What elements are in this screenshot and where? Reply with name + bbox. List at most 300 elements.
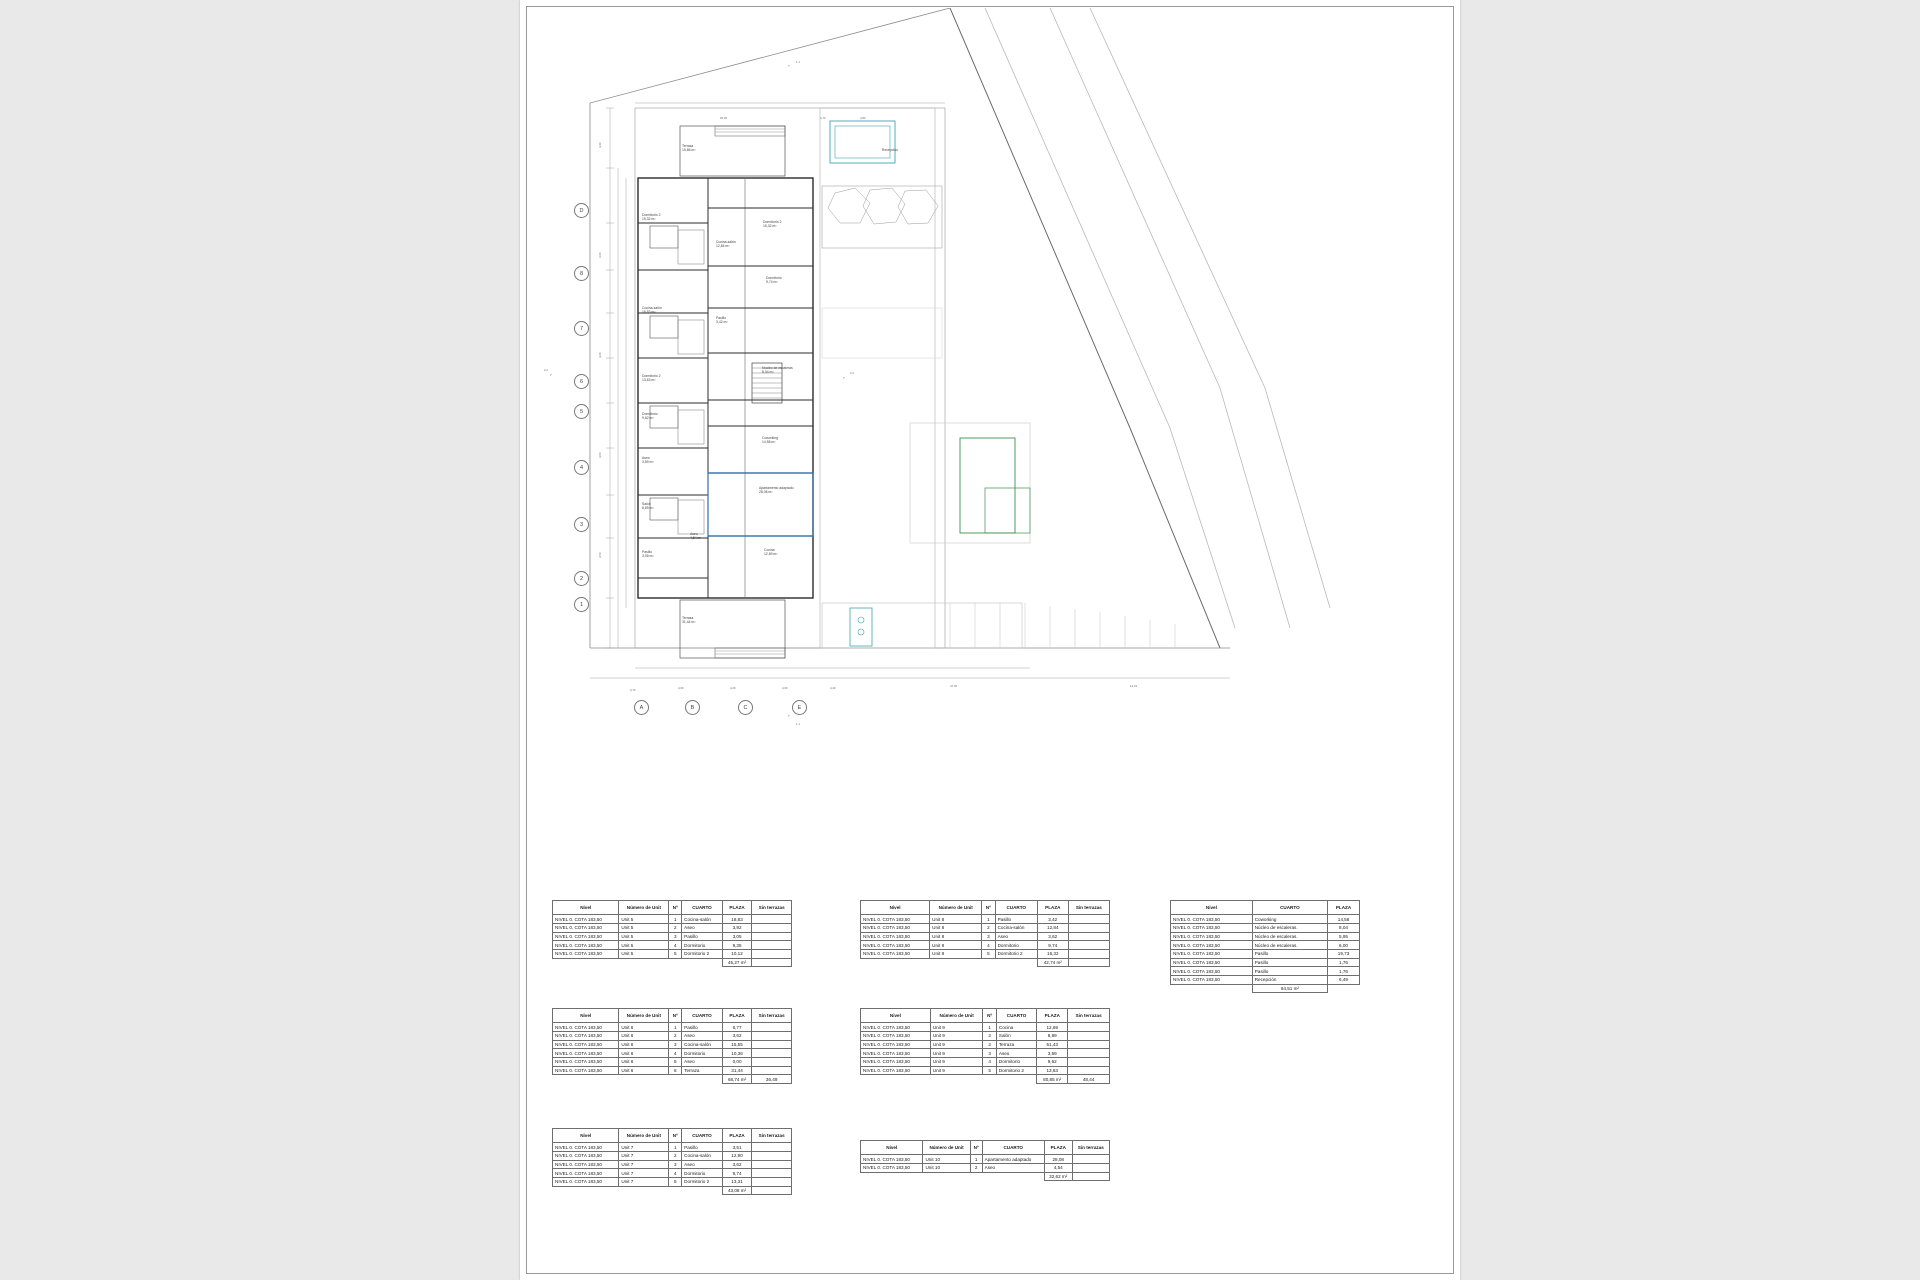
table-total-sin-terrazas	[752, 1186, 792, 1195]
table-cell: Unit 8	[930, 915, 982, 924]
table-cell: 12,90	[722, 1152, 752, 1161]
table-header-cell: Nivel	[861, 901, 930, 915]
room-name: Pasillo	[642, 550, 652, 554]
dimension-text: 4,40	[830, 686, 836, 690]
table-cell: 5	[982, 950, 995, 959]
dimension-text: 4,00	[598, 452, 602, 458]
table-cell: 3	[669, 1160, 682, 1169]
grid-bubble-5: 5	[574, 404, 589, 419]
dimension-text: 29,00	[720, 116, 727, 120]
room-label	[766, 276, 782, 285]
table-cell-empty	[923, 1172, 970, 1181]
table-total-row	[861, 1172, 1110, 1181]
table-cell	[752, 915, 792, 924]
table-cell-empty	[982, 1172, 1044, 1181]
table-cell	[1072, 1164, 1109, 1173]
room-name: Dormitorio 2	[642, 213, 661, 217]
room-name: Dormitorio	[642, 412, 658, 416]
table-header-cell: Número de Unit	[930, 901, 982, 915]
table-cell	[752, 941, 792, 950]
table-unit8	[860, 900, 1110, 967]
table-header-cell: Nivel	[1171, 901, 1253, 915]
table-cell: Unit 9	[930, 1040, 983, 1049]
section-mark-bottom-label: 1.1	[796, 722, 800, 726]
room-label	[762, 436, 778, 445]
table-cell: Unit 9	[930, 1058, 983, 1067]
table-cell: Dormitorio	[682, 1169, 723, 1178]
table-cell: Cocina-salón	[682, 1152, 723, 1161]
room-area: 3,05 m²	[642, 554, 654, 559]
table-cell: NIVEL 0. COTA 183,50	[553, 1066, 619, 1075]
table-cell: 1	[982, 915, 995, 924]
table-row	[1171, 924, 1360, 933]
table-cell: 1	[669, 915, 682, 924]
room-label	[642, 502, 654, 511]
table-header-cell: CUARTO	[682, 1129, 723, 1143]
table-cell: Unit 6	[619, 1023, 669, 1032]
table-cell: Pasillo	[995, 915, 1037, 924]
room-label	[762, 366, 793, 375]
room-name: Dormitorio	[766, 276, 782, 280]
room-label	[759, 486, 794, 495]
table-header-cell: Sin terrazas	[752, 1009, 792, 1023]
table-cell-empty	[861, 958, 930, 967]
table-cell-empty	[619, 958, 669, 967]
table-total-plaza: 45,27 m²	[722, 958, 752, 967]
table-cell: 8,89	[1037, 1032, 1068, 1041]
table-cell: 3,42	[1037, 915, 1068, 924]
table-cell	[1068, 1040, 1110, 1049]
table-cell: Unit 6	[619, 1032, 669, 1041]
table-cell: Dormitorio	[996, 1058, 1036, 1067]
table-cell: NIVEL 0. COTA 183,50	[553, 1032, 619, 1041]
table-cell	[752, 1169, 792, 1178]
room-area: 8,89 m²	[642, 506, 654, 511]
table-row	[861, 1040, 1110, 1049]
table-cell: Unit 5	[619, 915, 669, 924]
table-cell: 3,62	[722, 1032, 752, 1041]
room-area: 18,83 m²	[642, 310, 656, 315]
table-cell: NIVEL 0. COTA 183,50	[861, 1023, 931, 1032]
table-cell: 3,62	[1037, 932, 1068, 941]
room-name: Aseo	[690, 532, 698, 536]
table-cell: 4	[983, 1058, 996, 1067]
grid-bubble-8: 8	[574, 266, 589, 281]
area-schedule-tables	[530, 890, 1450, 1270]
table-cell	[1068, 924, 1109, 933]
table-cell: Unit 5	[619, 924, 669, 933]
room-name: Dormitorio 2	[763, 220, 782, 224]
table-cell: 3	[982, 932, 995, 941]
table-cell	[1072, 1155, 1109, 1164]
table-cell: Unit 9	[930, 1023, 983, 1032]
table-row	[861, 1066, 1110, 1075]
table-cell: Cocina-salón	[995, 924, 1037, 933]
room-name: Aseo	[642, 456, 650, 460]
table-total-row	[861, 958, 1110, 967]
table-cell: NIVEL 0. COTA 183,50	[553, 1040, 619, 1049]
table-cell: NIVEL 0. COTA 183,50	[861, 1049, 931, 1058]
table-cell: NIVEL 0. COTA 183,50	[553, 1143, 619, 1152]
room-label	[682, 616, 695, 625]
table-cell: NIVEL 0. COTA 183,50	[553, 1049, 619, 1058]
table-header-cell: Nivel	[553, 901, 619, 915]
table-cell: Dormitorio 2	[995, 950, 1037, 959]
room-label	[642, 213, 660, 222]
table-cell: Pasillo	[682, 932, 723, 941]
table-cell-empty	[682, 958, 723, 967]
table-total-plaza: 64,51 m²	[1252, 984, 1327, 993]
table-cell-empty	[930, 1075, 983, 1084]
room-area: 12,84 m²	[716, 244, 730, 249]
table-total-row	[553, 1075, 792, 1084]
table-cell: 13,31	[722, 1178, 752, 1187]
table-cell: NIVEL 0. COTA 183,50	[861, 1155, 923, 1164]
table-cell: Unit 6	[619, 1058, 669, 1067]
table-header-cell: PLAZA	[1328, 901, 1360, 915]
room-label	[642, 306, 662, 315]
table-row	[861, 941, 1110, 950]
table-cell-empty	[669, 1186, 682, 1195]
table-cell: Terraza	[682, 1066, 723, 1075]
table-header-cell: CUARTO	[995, 901, 1037, 915]
table-cell: 6,77	[722, 1023, 752, 1032]
dimension-text: 3,70	[630, 688, 636, 692]
section-mark-mid: ⌐	[843, 376, 846, 380]
table-cell	[1068, 932, 1109, 941]
table-cell: NIVEL 0. COTA 183,50	[861, 1032, 931, 1041]
room-name: Salón	[642, 502, 651, 506]
room-area: 9,74 m²	[766, 280, 778, 285]
table-cell	[1068, 1049, 1110, 1058]
room-area: 15,32 m²	[642, 217, 656, 222]
section-mark-top-label: 1.1	[796, 60, 800, 64]
table-cell: Unit 10	[923, 1155, 970, 1164]
room-name: Cocina	[764, 548, 775, 552]
table-total-row	[861, 1075, 1110, 1084]
table-row	[861, 924, 1110, 933]
table-cell: 5	[669, 1058, 682, 1067]
table-row	[553, 1169, 792, 1178]
table-cell: 15,55	[722, 1040, 752, 1049]
table-row	[553, 1178, 792, 1187]
dimension-text: 47,00	[950, 684, 957, 688]
table-cell: 6,49	[1328, 975, 1360, 984]
table-cell: Núcleo de escaleras.	[1252, 941, 1327, 950]
table-cell: Cocina-salón	[682, 1040, 723, 1049]
table-header-cell: Nivel	[861, 1009, 931, 1023]
table-row	[553, 1049, 792, 1058]
table-total-plaza: 80,85 m²	[1037, 1075, 1068, 1084]
table-cell: NIVEL 0. COTA 183,50	[861, 915, 930, 924]
site-boundary	[530, 8, 1450, 888]
table-cell-empty	[996, 1075, 1036, 1084]
table-row	[553, 1160, 792, 1169]
table-cell	[752, 1152, 792, 1161]
table-cell: 3,62	[722, 1160, 752, 1169]
table-cell: NIVEL 0. COTA 183,50	[861, 1058, 931, 1067]
room-name: Cocina-salón	[716, 240, 736, 244]
table-cell: 8,04	[1328, 924, 1360, 933]
table-row	[553, 1143, 792, 1152]
table-cell: Aseo	[982, 1164, 1044, 1173]
table-header-cell: Sin terrazas	[1068, 901, 1109, 915]
table-unit5	[552, 900, 792, 967]
table-cell	[1068, 950, 1109, 959]
table-header-cell: Sin terrazas	[752, 901, 792, 915]
table-cell: 2	[669, 1032, 682, 1041]
table-comunes	[1170, 900, 1360, 993]
table-header-cell: PLAZA	[722, 1129, 752, 1143]
table-cell: Apartamento adaptado	[982, 1155, 1044, 1164]
table-cell-empty	[970, 1172, 982, 1181]
table-row	[553, 932, 792, 941]
table-cell: 6	[669, 1066, 682, 1075]
table-cell: 31,44	[722, 1066, 752, 1075]
table-header-cell: Número de Unit	[923, 1141, 970, 1155]
table-row	[1171, 915, 1360, 924]
dimension-text: 4,20	[598, 352, 602, 358]
table-header-cell: PLAZA	[1037, 901, 1068, 915]
table-cell: NIVEL 0. COTA 183,50	[861, 941, 930, 950]
dimension-text: 4,70	[820, 116, 826, 120]
dimension-text: 14,43	[1130, 684, 1137, 688]
table-cell: Pasillo	[1252, 958, 1327, 967]
table-cell: NIVEL 0. COTA 183,50	[553, 941, 619, 950]
table-cell: Unit 6	[619, 1040, 669, 1049]
table-header-cell: PLAZA	[722, 901, 752, 915]
table-header-cell: Nº	[669, 1129, 682, 1143]
table-row	[553, 1058, 792, 1067]
table-total-plaza: 68,74 m²	[722, 1075, 752, 1084]
table-row	[553, 915, 792, 924]
table-cell: 19,73	[1328, 950, 1360, 959]
room-label	[716, 316, 728, 325]
table-cell: Aseo	[682, 1160, 723, 1169]
room-label	[882, 148, 898, 152]
table-cell: Unit 6	[619, 1066, 669, 1075]
table-cell: 0,00	[722, 1058, 752, 1067]
grid-bubble-2: 2	[574, 571, 589, 586]
grid-bubble-C: C	[738, 700, 753, 715]
table-cell: Unit 7	[619, 1178, 669, 1187]
table-cell: 51,43	[1037, 1040, 1068, 1049]
room-label	[642, 456, 654, 465]
room-name: Cocina-salón	[642, 306, 662, 310]
table-cell: NIVEL 0. COTA 183,50	[1171, 915, 1253, 924]
table-cell: 3,05	[722, 932, 752, 941]
table-cell: NIVEL 0. COTA 183,50	[861, 932, 930, 941]
grid-bubble-6: 6	[574, 374, 589, 389]
room-name: Núcleo de escaleras	[762, 366, 793, 370]
table-cell	[1068, 1023, 1110, 1032]
table-row	[861, 1155, 1110, 1164]
room-name: Recepción	[882, 148, 899, 152]
table-header-cell: CUARTO	[682, 1009, 723, 1023]
table-row	[861, 915, 1110, 924]
table-row	[553, 1152, 792, 1161]
table-cell: 1,76	[1328, 958, 1360, 967]
table-cell: 3,51	[722, 1143, 752, 1152]
table-row	[1171, 941, 1360, 950]
section-mark-bottom: ⌐	[788, 714, 791, 718]
table-total-row	[553, 958, 792, 967]
table-cell: 10,12	[722, 950, 752, 959]
table-cell: Unit 8	[930, 932, 982, 941]
table-cell: Aseo	[682, 924, 723, 933]
table-cell-empty	[1171, 984, 1253, 993]
table-cell: Unit 5	[619, 932, 669, 941]
table-cell	[752, 1066, 792, 1075]
table-row	[1171, 958, 1360, 967]
table-cell: Unit 9	[930, 1066, 983, 1075]
table-cell: 3,92	[722, 924, 752, 933]
table-cell: Unit 8	[930, 950, 982, 959]
table-cell: Unit 7	[619, 1143, 669, 1152]
table-row	[861, 1058, 1110, 1067]
table-cell-empty	[669, 1075, 682, 1084]
floor-plan-drawing	[530, 8, 1450, 888]
room-label	[690, 532, 702, 541]
table-cell: 6,00	[1328, 941, 1360, 950]
room-name: Apartamento adaptado	[759, 486, 794, 490]
dimension-text: 4,20	[730, 686, 736, 690]
table-row	[1171, 950, 1360, 959]
table-cell: Dormitorio	[682, 1049, 723, 1058]
table-cell: Aseo	[682, 1032, 723, 1041]
room-area: 15,32 m²	[763, 224, 777, 229]
table-header-cell: PLAZA	[1044, 1141, 1072, 1155]
table-cell: 4,54	[1044, 1164, 1072, 1173]
grid-bubble-4: 4	[574, 460, 589, 475]
table-cell	[752, 932, 792, 941]
room-label	[763, 220, 781, 229]
room-area: 8,04 m²	[762, 370, 774, 375]
table-cell: Núcleo de escaleras.	[1252, 924, 1327, 933]
table-header-cell: Sin terrazas	[752, 1129, 792, 1143]
table-cell: Cocina-salón	[682, 915, 723, 924]
room-name: Coworking	[762, 436, 779, 440]
room-name: Terraza	[682, 144, 694, 148]
table-cell: NIVEL 0. COTA 183,50	[1171, 924, 1253, 933]
table-cell: 3	[669, 932, 682, 941]
section-mark-mid-label: 2.2	[850, 371, 854, 375]
table-cell: Aseo	[995, 932, 1037, 941]
table-cell: NIVEL 0. COTA 183,50	[553, 950, 619, 959]
table-unit6	[552, 1008, 792, 1084]
table-total-sin-terrazas	[752, 958, 792, 967]
table-cell	[752, 1023, 792, 1032]
table-row	[1171, 967, 1360, 976]
table-cell	[752, 1049, 792, 1058]
table-row	[1171, 932, 1360, 941]
table-cell: 10,36	[722, 1049, 752, 1058]
table-cell-empty	[553, 1186, 619, 1195]
table-cell-empty	[861, 1075, 931, 1084]
table-unit7	[552, 1128, 792, 1195]
section-mark-left: ⌐	[550, 373, 553, 377]
table-cell: 28,08	[1044, 1155, 1072, 1164]
room-label	[642, 412, 658, 421]
table-cell: NIVEL 0. COTA 183,50	[1171, 967, 1253, 976]
table-cell: NIVEL 0. COTA 183,50	[1171, 941, 1253, 950]
table-header-cell: Número de Unit	[619, 901, 669, 915]
table-row	[861, 1032, 1110, 1041]
table-cell: 9,35	[722, 941, 752, 950]
table-header-cell: Nivel	[861, 1141, 923, 1155]
room-area: 31,44 m²	[682, 620, 696, 625]
table-cell	[1068, 1032, 1110, 1041]
table-cell	[1068, 1058, 1110, 1067]
room-area: 9,62 m²	[642, 416, 654, 421]
table-cell: 2	[983, 1032, 996, 1041]
table-cell: Unit 5	[619, 941, 669, 950]
table-cell: 1	[669, 1143, 682, 1152]
table-header-cell: PLAZA	[1037, 1009, 1068, 1023]
table-cell: NIVEL 0. COTA 183,50	[553, 1178, 619, 1187]
table-cell-empty	[982, 958, 995, 967]
table-row	[861, 932, 1110, 941]
table-cell: Salón	[996, 1032, 1036, 1041]
table-cell: 3,59	[1037, 1049, 1068, 1058]
table-cell: Dormitorio	[682, 941, 723, 950]
table-header-cell: CUARTO	[682, 901, 723, 915]
table-cell: Cocina	[996, 1023, 1036, 1032]
room-label	[682, 144, 695, 153]
table-unit10	[860, 1140, 1110, 1181]
table-row	[1171, 975, 1360, 984]
table-cell: 12,69	[1037, 1023, 1068, 1032]
table-cell: Unit 5	[619, 950, 669, 959]
table-cell: NIVEL 0. COTA 183,50	[861, 950, 930, 959]
table-header-cell: Nº	[669, 901, 682, 915]
table-total-row	[553, 1186, 792, 1195]
table-cell: 3	[669, 1040, 682, 1049]
table-cell: Coworking	[1252, 915, 1327, 924]
table-cell: Unit 9	[930, 1049, 983, 1058]
table-cell: NIVEL 0. COTA 183,50	[553, 924, 619, 933]
table-total-sin-terrazas: 36,49	[752, 1075, 792, 1084]
room-area: 15,86 m²	[682, 148, 696, 153]
dimension-text: 3,50	[598, 552, 602, 558]
table-cell: Dormitorio 2	[682, 1178, 723, 1187]
table-header-cell: Número de Unit	[619, 1129, 669, 1143]
table-header-cell: CUARTO	[1252, 901, 1327, 915]
room-label	[642, 374, 660, 383]
room-area: 28,08 m²	[759, 490, 773, 495]
table-cell	[752, 1058, 792, 1067]
table-cell: Recepción	[1252, 975, 1327, 984]
section-mark-top: ⌐	[788, 64, 791, 68]
table-header-cell: Nº	[970, 1141, 982, 1155]
table-cell: NIVEL 0. COTA 183,50	[1171, 932, 1253, 941]
dimension-text: 4,80	[860, 116, 866, 120]
table-total-sin-terrazas: 48,44	[1068, 1075, 1110, 1084]
table-cell-empty	[619, 1186, 669, 1195]
table-cell: 2	[970, 1164, 982, 1173]
table-row	[861, 1164, 1110, 1173]
table-cell: Pasillo	[682, 1143, 723, 1152]
table-cell-empty	[861, 1172, 923, 1181]
table-cell-empty	[669, 958, 682, 967]
table-cell: Unit 9	[930, 1032, 983, 1041]
table-cell-empty	[553, 958, 619, 967]
table-header-cell: Nº	[669, 1009, 682, 1023]
table-cell	[752, 1160, 792, 1169]
table-cell: NIVEL 0. COTA 183,50	[861, 924, 930, 933]
table-cell	[1068, 941, 1109, 950]
table-cell-empty	[553, 1075, 619, 1084]
